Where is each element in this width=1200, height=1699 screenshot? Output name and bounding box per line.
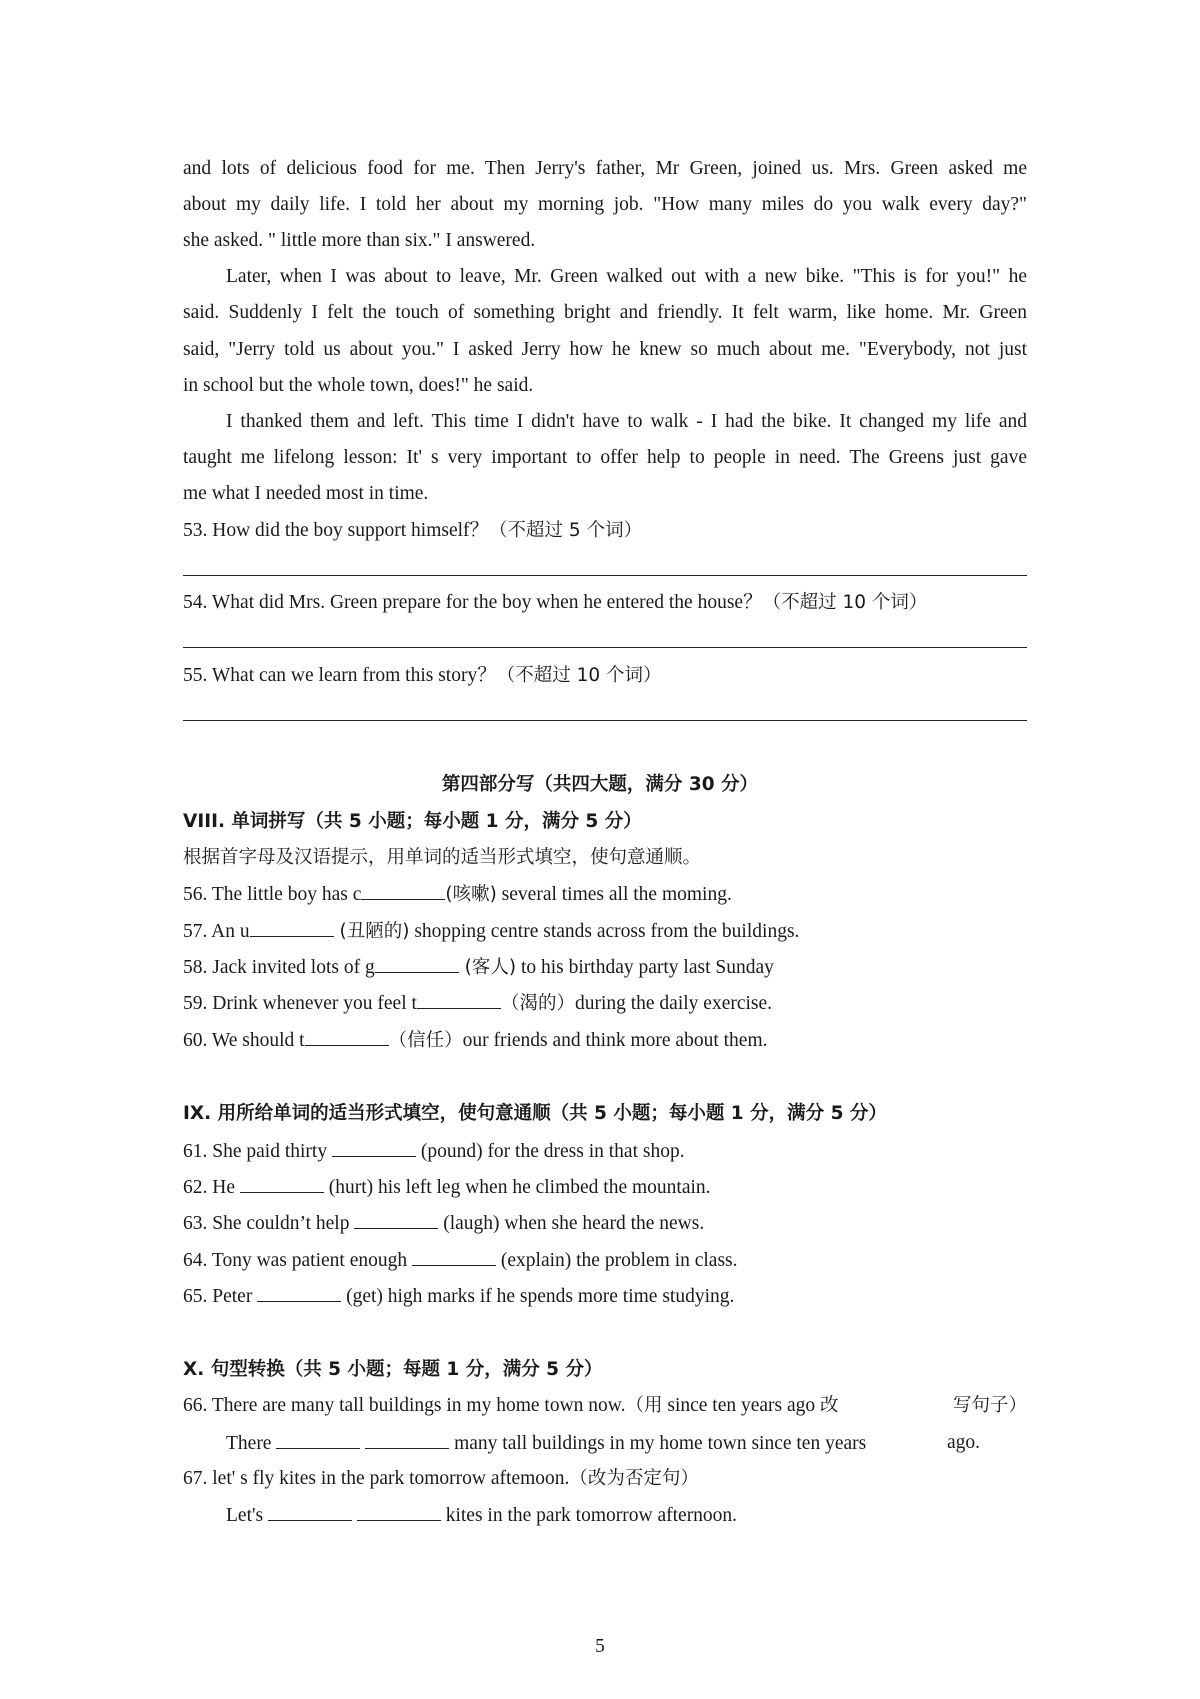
answer-line-54[interactable] [183,647,1027,648]
answer-66: There many tall buildings in my home town since ten years [226,1430,1070,1457]
passage-line: taught me lifelong lesson: It' s very important to offer help to people in need. The Greens just gave [183,447,1027,468]
question-61: 61. She paid thirty (pound) for the dress in that shop. [183,1138,1027,1165]
passage-line: I thanked them and left. This time I didn't have to walk - I had the bike. It changed my life and [226,411,1027,432]
question-60: 60. We should t （信任）our friends and think more about them. [183,1027,1027,1054]
answer-line-53[interactable] [183,575,1027,576]
section9-title: IX. 用所给单词的适当形式填空，使句意通顺（共 5 小题；每小题 1 分，满分 5 分） [183,1103,887,1124]
section8-instruction: 根据首字母及汉语提示，用单词的适当形式填空，使句意通顺。 [183,847,702,868]
passage-line: Later, when I was about to leave, Mr. Green walked out with a new bike. "This is for you!" he [226,266,1027,287]
question-55: 55. What can we learn from this story？（不超过 10 个词） [183,665,662,686]
section8-title: VIII. 单词拼写（共 5 小题；每小题 1 分，满分 5 分） [183,811,642,832]
blank-66a[interactable] [276,1430,360,1449]
answer-line-55[interactable] [183,720,1027,721]
question-65: 65. Peter (get) high marks if he spends more time studying. [183,1283,1027,1310]
blank-60[interactable] [305,1027,389,1046]
passage-line: said, "Jerry told us about you." I asked Jerry how he knew so much about me. "Everybody, not just [183,339,1027,360]
question-56: 56. The little boy has c (咳嗽) several times all the moming. [183,881,1027,908]
page-number: 5 [595,1636,605,1657]
passage-line: about my daily life. I told her about my morning job. "How many miles do you walk every day?" [183,194,1027,215]
blank-61[interactable] [332,1138,416,1157]
blank-67b[interactable] [357,1502,441,1521]
question-59: 59. Drink whenever you feel t （渴的）during the daily exercise. [183,990,1027,1017]
passage-line: me what I needed most in time. [183,483,429,504]
passage-line: in school but the whole town, does!" he said. [183,375,534,396]
blank-62[interactable] [240,1174,324,1193]
question-63: 63. She couldn’t help (laugh) when she heard the news. [183,1210,1027,1237]
blank-57[interactable] [250,918,334,937]
answer-66-end: ago. [947,1432,981,1453]
part4-heading: 第四部分写（共四大题，满分 30 分） [441,774,759,795]
question-57: 57. An u (丑陋的) shopping centre stands across from the buildings. [183,918,1027,945]
question-58: 58. Jack invited lots of g (客人) to his birthday party last Sunday [183,954,1027,981]
passage-line: said. Suddenly I felt the touch of something bright and friendly. It felt warm, like home. Mr. Green [183,302,1027,323]
passage-line: and lots of delicious food for me. Then Jerry's father, Mr Green, joined us. Mrs. Green asked me [183,158,1027,179]
question-66: 66. There are many tall buildings in my home town now.（用 since ten years ago 改 [183,1395,839,1416]
answer-67: Let's kites in the park tomorrow afternoon. [226,1502,1070,1529]
section10-title: X. 句型转换（共 5 小题；每题 1 分，满分 5 分） [183,1359,603,1380]
blank-67a[interactable] [268,1502,352,1521]
question-66-instruction-end: 写句子） [952,1395,1027,1416]
question-64: 64. Tony was patient enough (explain) the problem in class. [183,1247,1027,1274]
blank-65[interactable] [257,1283,341,1302]
passage-line: she asked. " little more than six." I answered. [183,230,536,251]
blank-63[interactable] [354,1210,438,1229]
question-54: 54. What did Mrs. Green prepare for the boy when he entered the house？（不超过 10 个词） [183,592,928,613]
blank-64[interactable] [412,1247,496,1266]
question-67: 67. let' s fly kites in the park tomorrow aftemoon.（改为否定句） [183,1468,699,1489]
question-53: 53. How did the boy support himself？（不超过 5 个词） [183,520,643,541]
question-62: 62. He (hurt) his left leg when he climbed the mountain. [183,1174,1027,1201]
blank-66b[interactable] [365,1430,449,1449]
blank-59[interactable] [417,990,501,1009]
blank-58[interactable] [375,954,459,973]
blank-56[interactable] [361,881,445,900]
